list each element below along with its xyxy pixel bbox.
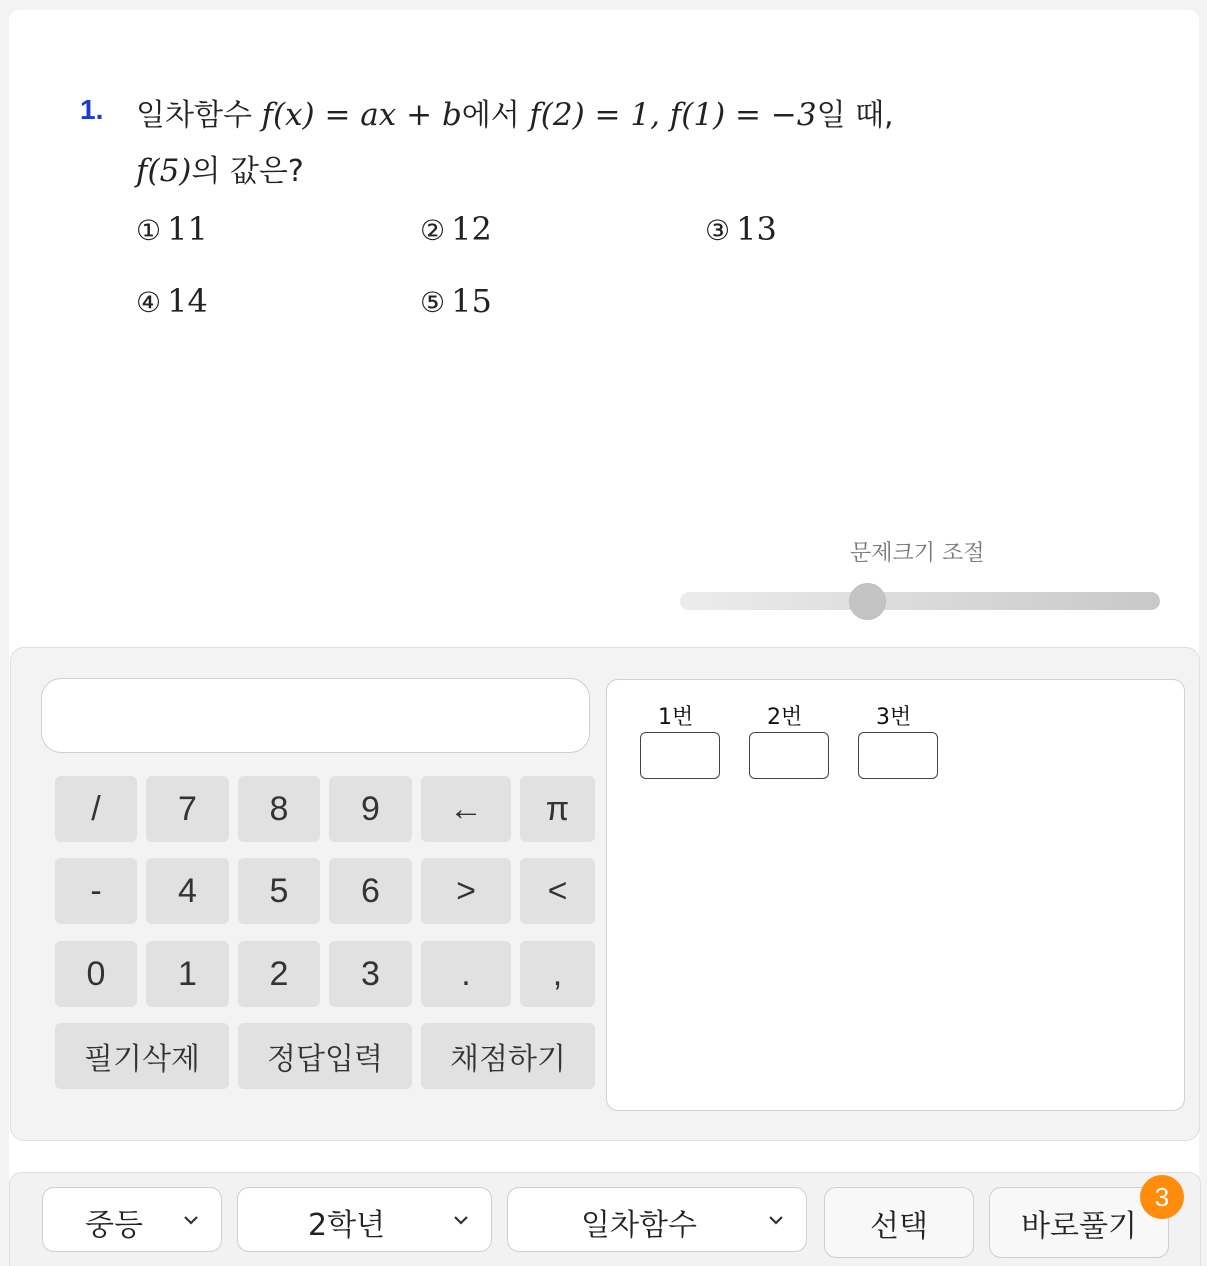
- slot-3-label: 3번: [876, 705, 912, 730]
- key-0[interactable]: 0: [55, 941, 137, 1007]
- chevron-down-icon: [766, 1210, 786, 1230]
- slot-3-box[interactable]: [858, 732, 938, 779]
- key-5[interactable]: 5: [238, 858, 320, 924]
- question-text-4: 의 값은?: [191, 154, 304, 189]
- key-1[interactable]: 1: [146, 941, 229, 1007]
- choice-1[interactable]: [136, 210, 208, 248]
- choice-2-value: 12: [451, 210, 492, 248]
- choice-3-mark: ③: [705, 214, 731, 247]
- enter-answer-button[interactable]: 정답입력: [238, 1023, 412, 1089]
- choice-3[interactable]: [705, 210, 777, 248]
- key-period[interactable]: .: [421, 941, 511, 1007]
- slot-2-box[interactable]: [749, 732, 829, 779]
- size-control-label: 문제크기 조절: [850, 541, 985, 566]
- answer-input[interactable]: [41, 678, 590, 753]
- clear-drawing-button[interactable]: 필기삭제: [55, 1023, 229, 1089]
- chevron-down-icon: [181, 1210, 201, 1230]
- grade-button[interactable]: 채점하기: [421, 1023, 595, 1089]
- question-math-3: f(5): [136, 153, 192, 189]
- choice-4[interactable]: [136, 282, 208, 320]
- key-slash[interactable]: /: [55, 776, 137, 842]
- size-slider-thumb[interactable]: [849, 583, 886, 620]
- grade-select[interactable]: [237, 1187, 492, 1252]
- key-comma[interactable]: ,: [520, 941, 595, 1007]
- choice-2[interactable]: [420, 210, 492, 248]
- key-3[interactable]: 3: [329, 941, 412, 1007]
- key-backspace[interactable]: ←: [421, 776, 511, 842]
- grade-select-value: 2학년: [308, 1208, 386, 1243]
- key-2[interactable]: 2: [238, 941, 320, 1007]
- choice-5-mark: ⑤: [420, 286, 446, 319]
- question-text-2: 에서: [461, 98, 530, 133]
- question-math-1: f(x) = ax + b: [261, 97, 462, 133]
- level-select-value: 중등: [85, 1208, 143, 1243]
- choice-2-mark: ②: [420, 214, 446, 247]
- key-less[interactable]: <: [520, 858, 595, 924]
- key-9[interactable]: 9: [329, 776, 412, 842]
- slot-2-label: 2번: [767, 705, 803, 730]
- key-pi[interactable]: π: [520, 776, 595, 842]
- key-greater[interactable]: >: [421, 858, 511, 924]
- question-number: 1.: [80, 94, 104, 125]
- solve-now-button[interactable]: 바로풀기: [989, 1187, 1169, 1258]
- slot-1-label: 1번: [658, 705, 694, 730]
- key-4[interactable]: 4: [146, 858, 229, 924]
- slot-1-box[interactable]: [640, 732, 720, 779]
- question-line-1: [136, 90, 894, 134]
- choice-1-value: 11: [167, 210, 208, 248]
- level-select[interactable]: [42, 1187, 222, 1252]
- key-minus[interactable]: -: [55, 858, 137, 924]
- key-8[interactable]: 8: [238, 776, 320, 842]
- question-text-1: 일차함수: [136, 98, 262, 133]
- chevron-down-icon: [451, 1210, 471, 1230]
- choice-4-mark: ④: [136, 286, 162, 319]
- choice-3-value: 13: [736, 210, 777, 248]
- question-text-3: 일 때,: [816, 98, 894, 133]
- topic-select-value: 일차함수: [581, 1208, 697, 1243]
- key-6[interactable]: 6: [329, 858, 412, 924]
- select-button[interactable]: 선택: [824, 1187, 974, 1258]
- notification-badge: 3: [1140, 1175, 1184, 1219]
- choice-5[interactable]: [420, 282, 492, 320]
- choice-1-mark: ①: [136, 214, 162, 247]
- choice-5-value: 15: [451, 282, 492, 320]
- topic-select[interactable]: [507, 1187, 807, 1252]
- size-slider-track[interactable]: [680, 592, 1160, 610]
- key-7[interactable]: 7: [146, 776, 229, 842]
- choice-4-value: 14: [167, 282, 208, 320]
- question-line-2: [136, 146, 304, 190]
- question-math-2: f(2) = 1, f(1) = −3: [529, 97, 817, 133]
